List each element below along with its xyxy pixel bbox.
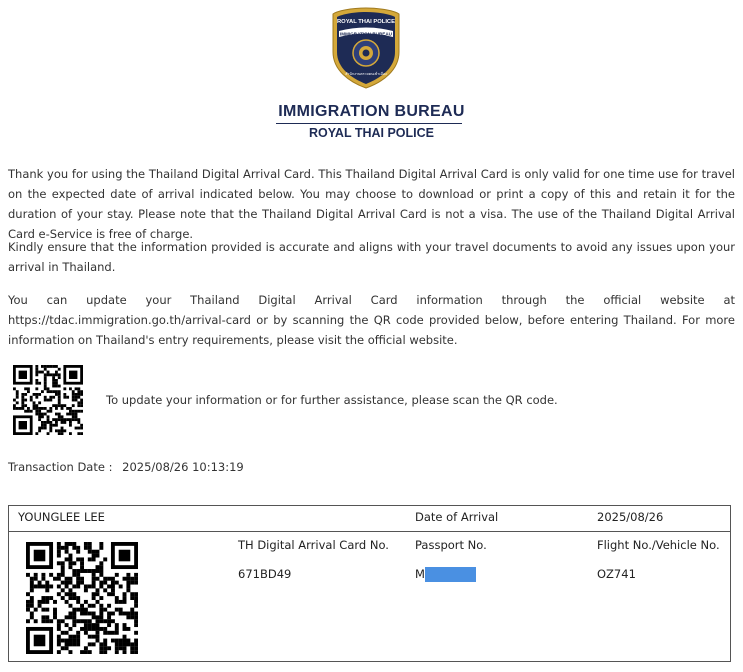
card-divider [9, 531, 730, 532]
transaction-date-label: Transaction Date : [8, 460, 113, 474]
tdac-number-label: TH Digital Arrival Card No. [238, 538, 389, 552]
flight-number-value: OZ741 [597, 567, 636, 581]
arrival-card-qr-code [26, 542, 138, 654]
update-paragraph: You can update your Thailand Digital Arrival Card information through the official website at https://tdac.immigration.go.th/arrival-card or by scanning the QR code provided below, before entering Thailand. For more information on Thailand's entry requirements, please visit the official website. [8, 293, 735, 347]
intro-paragraph: Thank you for using the Thailand Digital Arrival Card. This Thailand Digital Arrival Card is only valid for one time use for travel on the expected date of arrival indicated below. You may choose to download or print a copy of this and retain it for the duration of your stay. Please note that the Thailand Digital Arrival Card is not a visa. The use of the Thailand Digital Arrival Card e-Service is free of charge. [8, 167, 735, 241]
update-qr-code[interactable] [13, 365, 83, 435]
transaction-date-value: 2025/08/26 10:13:19 [122, 460, 244, 474]
transaction-date [8, 460, 244, 474]
bureau-subtitle: ROYAL THAI POLICE [308, 126, 435, 140]
badge-band-text: IMMIGRATION BUREAU [340, 31, 392, 37]
arrival-date-label: Date of Arrival [415, 510, 499, 524]
passport-redaction [425, 567, 476, 582]
tdac-number-value: 671BD49 [238, 567, 292, 581]
header [0, 0, 743, 150]
police-badge-logo [329, 6, 403, 90]
title-divider [276, 123, 462, 124]
badge-top-text: ROYAL THAI POLICE [337, 19, 395, 25]
accuracy-paragraph: Kindly ensure that the information provided is accurate and aligns with your travel documents to avoid any issues upon your arrival in Thailand. [8, 240, 735, 274]
passport-number-label: Passport No. [415, 538, 487, 552]
flight-number-label: Flight No./Vehicle No. [597, 538, 720, 552]
arrival-date-value: 2025/08/26 [597, 510, 664, 524]
arrival-card [8, 505, 731, 662]
bureau-title: IMMIGRATION BUREAU [278, 103, 465, 120]
badge-bottom-text: สำนักงานตรวจคนเข้าเมือง [345, 72, 387, 76]
passport-number-value: M [415, 567, 425, 581]
qr-instruction-text: To update your information or for further assistance, please scan the QR code. [106, 393, 558, 407]
traveler-name: YOUNGLEE LEE [18, 510, 105, 524]
